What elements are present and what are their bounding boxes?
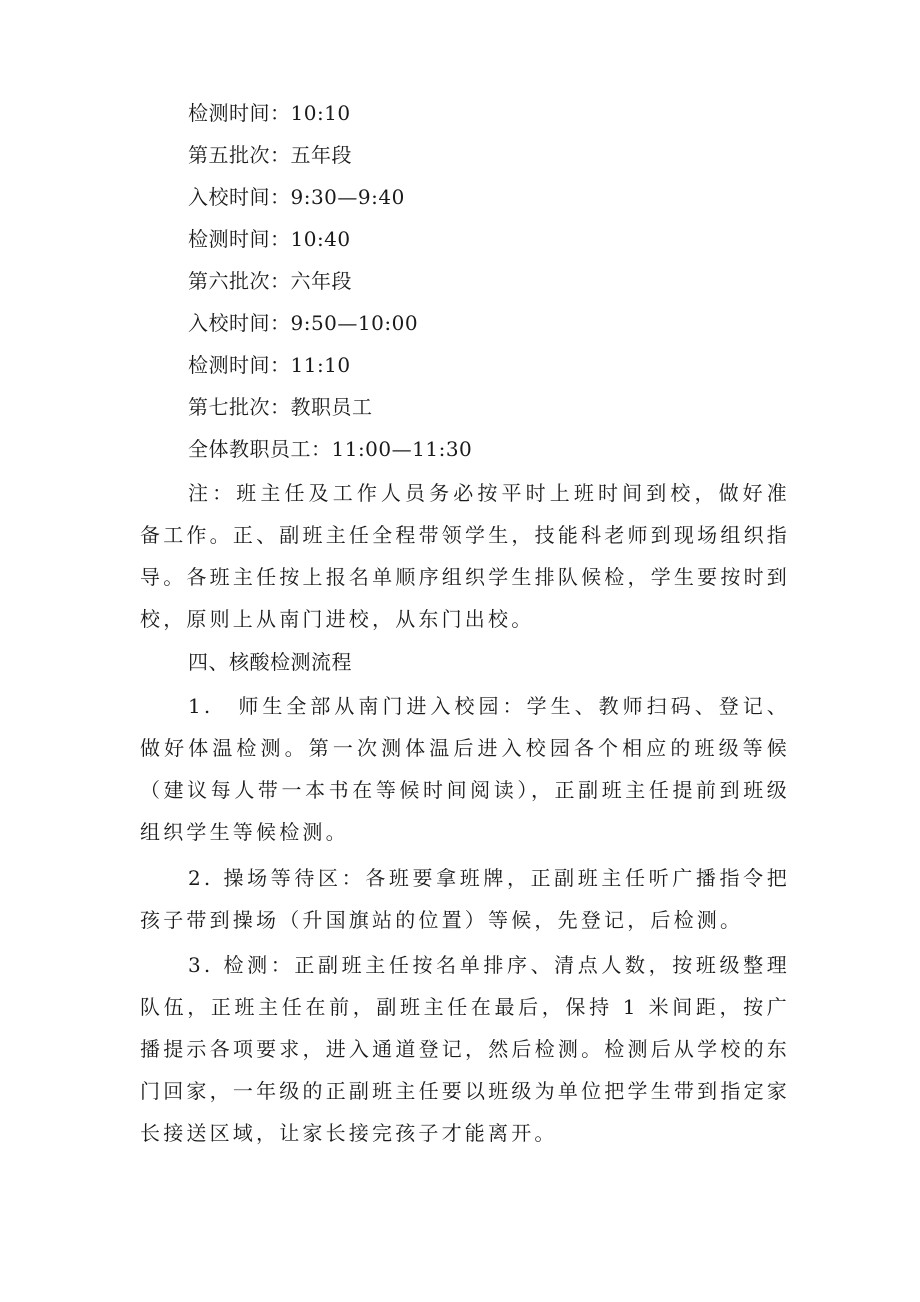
- schedule-line: 检测时间：10:10: [188, 101, 351, 125]
- schedule-line: 检测时间：11:10: [188, 353, 351, 377]
- schedule-line: 入校时间：9:30—9:40: [188, 185, 405, 209]
- schedule-line: 第七批次：教职员工: [188, 395, 373, 419]
- step-paragraph: 2. 操场等待区：各班要拿班牌，正副班主任听广播指令把孩子带到操场（升国旗站的位置）等候，先登记，后检测。: [140, 866, 790, 932]
- schedule-line: 入校时间：9:50—10:00: [188, 311, 419, 335]
- schedule-line: 第五批次：五年段: [188, 143, 352, 167]
- step-paragraph: 3. 检测：正副班主任按名单排序、清点人数，按班级整理队伍，正班主任在前，副班主任在最后，保持 1 米间距，按广播提示各项要求，进入通道登记，然后检测。检测后从学校的东门回家，一年级的正副班主任要以班级为单位把学生带到指定家长接送区域，让家长接完孩子才能离开。: [140, 953, 790, 1145]
- step-paragraph: 1. 师生全部从南门进入校园：学生、教师扫码、登记、做好体温检测。第一次测体温后进入校园各个相应的班级等候（建议每人带一本书在等候时间阅读），正副班主任提前到班级组织学生等候检测。: [140, 694, 790, 844]
- schedule-line: 全体教职员工：11:00—11:30: [188, 437, 473, 461]
- note-paragraph: 注：班主任及工作人员务必按平时上班时间到校，做好准备工作。正、副班主任全程带领学生，技能科老师到现场组织指导。各班主任按上报名单顺序组织学生排队候检，学生要按时到校，原则上从南门进校，从东门出校。: [140, 481, 790, 631]
- schedule-line: 第六批次：六年段: [188, 269, 352, 293]
- section-heading: 四、核酸检测流程: [188, 650, 352, 674]
- schedule-line: 检测时间：10:40: [188, 227, 351, 251]
